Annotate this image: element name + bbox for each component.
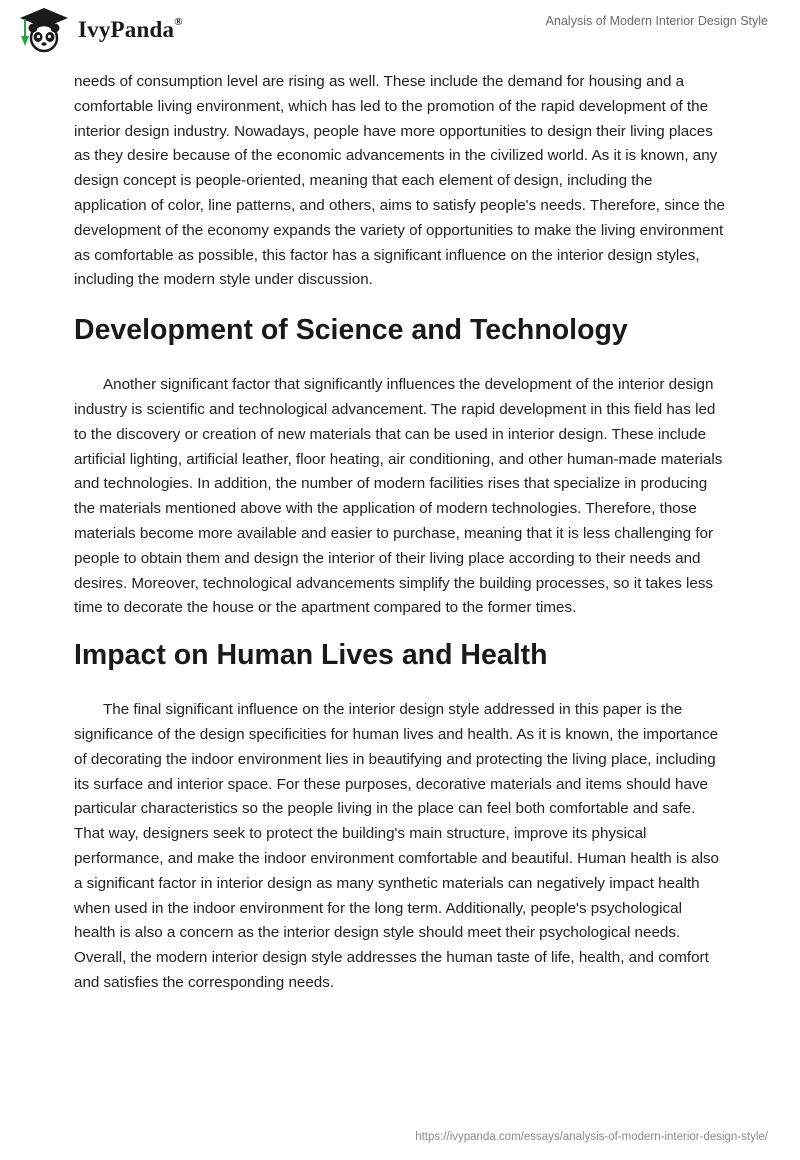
panda-graduate-icon (16, 6, 72, 54)
page-header (0, 0, 800, 70)
logo-name: IvyPanda (78, 17, 175, 42)
ivypanda-logo[interactable] (16, 6, 183, 54)
heading-science-technology: Development of Science and Technology (74, 314, 628, 347)
logo-wordmark (78, 17, 183, 43)
footer-source-link[interactable]: https://ivypanda.com/essays/analysis-of-modern-interior-design-style/ (415, 1131, 768, 1143)
essay-content (74, 70, 726, 996)
heading-human-health: Impact on Human Lives and Health (74, 639, 548, 672)
document-title: Analysis of Modern Interior Design Style (545, 14, 768, 28)
paragraph-human-health: The final significant influence on the interior design style addressed in this paper is the significance of the design specificities for human lives and health. As it is known, the importance of decorating the indoor environment lies in beautifying and protecting the living place, including its surface and interior space. For these purposes, decorative materials and items should have particular characteristics so the people living in the place can feel both comfortable and safe. That way, designers seek to protect the building's main structure, improve its physical performance, and make the indoor environment comfortable and beautiful. Human health is also a significant factor in interior design as many synthetic materials can negatively impact health when used in the indoor environment for the long term. Additionally, people's psychological health is also a concern as the interior design style should meet their psychological needs. Overall, the modern interior design style addresses the human taste of life, health, and comfort and satisfies the corresponding needs. (74, 701, 719, 991)
paragraph-science-technology: Another significant factor that significantly influences the development of the interior design industry is scientific and technological advancement. The rapid development in this field has led to the discovery or creation of new materials that can be used in interior design. These include artificial lighting, artificial leather, floor heating, air conditioning, and other human-made materials and technologies. In addition, the number of modern facilities rises that specialize in producing the materials mentioned above with the application of modern technologies. Therefore, those materials become more available and easier to purchase, meaning that it is less challenging for people to obtain them and design the interior of their living place according to their needs and desires. Moreover, technological advancements simplify the building processes, so it takes less time to decorate the house or the apartment compared to the former times. (74, 376, 723, 617)
paragraph-intro: needs of consumption level are rising as well. These include the demand for housing and a comfortable living environment, which has led to the promotion of the rapid development of the interior design industry. Nowadays, people have more opportunities to design their living places as they desire because of the economic advancements in the civilized world. As it is known, any design concept is people-oriented, meaning that each element of design, including the application of color, line patterns, and others, aims to satisfy people's needs. Therefore, since the development of the economy expands the variety of opportunities to make the living environment as comfortable as possible, this factor has a significant influence on the interior design styles, including the modern style under discussion. (74, 73, 725, 289)
registered-mark: ® (174, 16, 183, 29)
